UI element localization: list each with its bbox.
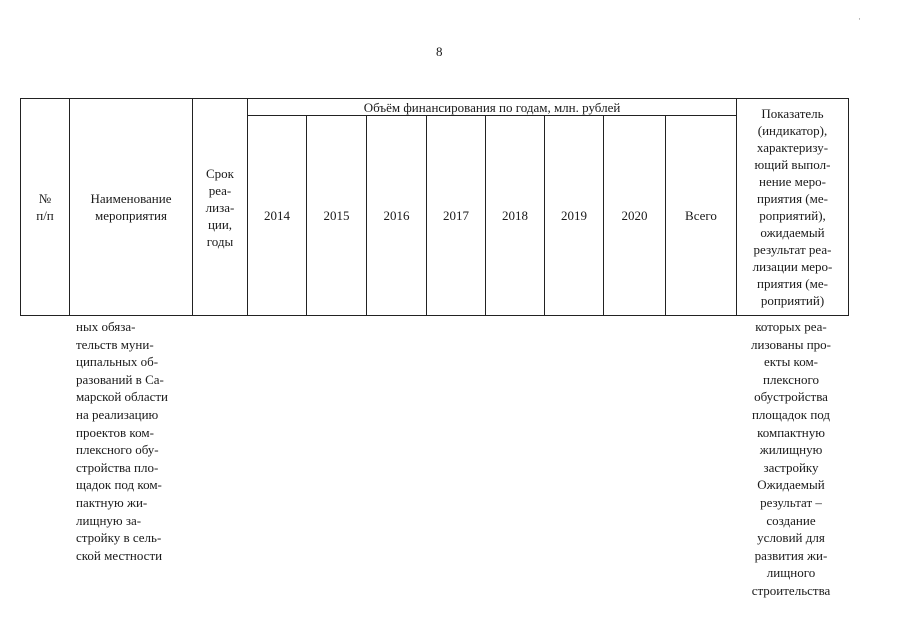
header-year-2020 (604, 116, 665, 315)
year-label: 2016 (383, 208, 410, 223)
year-label: 2017 (443, 208, 469, 223)
header-name (70, 99, 192, 315)
header-year-2015 (307, 116, 366, 315)
header-financing-title (248, 99, 736, 115)
header-total (666, 116, 736, 315)
header-year-2017 (427, 116, 485, 315)
body-name-text: ных обяза- тельств муни- ципальных об- разований в Са- марской области на реализацию проектов ком- плексного обу- стройства пло- щадок под ком- пактную жи- лищную за- стройку в сель- ской местности (76, 319, 168, 563)
body-indicator-text: которых реа- лизованы про- екты ком- плексного обустройства площадок под компактную жилищную застройку Ожидаемый результат – создание условий для развития жи- лищного строительства (751, 319, 831, 598)
header-indicator-text: Показатель (индикатор), характеризу- ющий выпол- нение меро- приятия (ме- роприятий), ожидаемый результат реа- лизации меро- приятия (ме- роприятий) (752, 106, 833, 308)
year-label: 2020 (621, 208, 648, 223)
header-term (193, 99, 247, 315)
header-year-2019 (545, 116, 603, 315)
header-name-text: Наименование мероприятия (90, 191, 172, 223)
financing-title-text: Объём финансирования по годам, млн. рублей (363, 99, 621, 115)
scan-mark: · (858, 14, 861, 24)
year-label: 2014 (264, 208, 290, 223)
header-year-2014 (248, 116, 306, 315)
year-label: 2015 (323, 208, 350, 223)
header-num-text: № п/п (36, 191, 54, 223)
header-term-text: Срок реа- лиза- ции, годы (205, 165, 235, 249)
page-number: 8 (436, 44, 443, 59)
year-label: 2019 (561, 208, 587, 223)
header-year-2016 (367, 116, 426, 315)
header-indicator (737, 99, 848, 315)
total-label: Всего (685, 208, 717, 223)
year-label: 2018 (502, 208, 528, 223)
header-year-2018 (486, 116, 544, 315)
header-num (21, 99, 69, 315)
